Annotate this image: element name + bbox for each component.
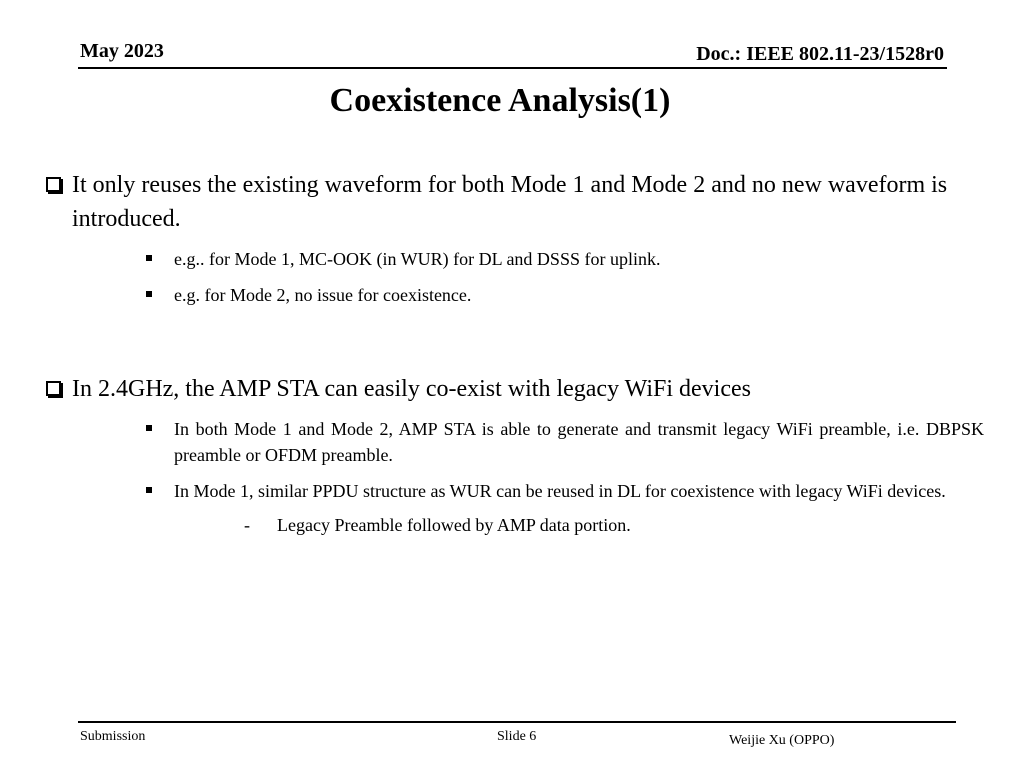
footer-slide-number: Slide 6: [497, 729, 537, 744]
slide-title: Coexistence Analysis(1): [329, 82, 671, 119]
sub-sub-bullet-2-2-1-text: Legacy Preamble followed by AMP data portion.: [277, 515, 631, 535]
sub-bullet-1-2: [44, 282, 984, 308]
checkbox-bullet-icon: [46, 381, 61, 396]
slide-content: [44, 168, 984, 538]
bullet-2-text: In 2.4GHz, the AMP STA can easily co-exist with legacy WiFi devices: [72, 376, 751, 402]
header-divider: [78, 67, 947, 69]
bullet-1-text: It only reuses the existing waveform for both Mode 1 and Mode 2 and no new waveform is introduced.: [72, 172, 948, 232]
footer-submission: Submission: [80, 729, 146, 744]
header-doc-id: Doc.: IEEE 802.11-23/1528r0: [696, 43, 944, 65]
header-date: May 2023: [80, 40, 164, 62]
bullet-2-sublist: [44, 416, 984, 538]
square-bullet-icon: [146, 425, 152, 431]
sub-bullet-2-2: [44, 478, 984, 504]
bullet-1-sublist: [44, 246, 984, 308]
square-bullet-icon: [146, 291, 152, 297]
sub-bullet-1-2-text: e.g. for Mode 2, no issue for coexistence.: [174, 285, 472, 305]
sub-bullet-1-1: [44, 246, 984, 272]
sub-bullet-2-2-text: In Mode 1, similar PPDU structure as WUR can be reused in DL for coexistence with legacy WiFi devices.: [174, 481, 946, 501]
dash-bullet-icon: -: [244, 515, 250, 535]
bullet-2: [44, 372, 984, 406]
footer-divider: [78, 721, 956, 723]
footer-author: Weijie Xu (OPPO): [729, 733, 835, 748]
sub-bullet-2-1: [44, 416, 984, 468]
square-bullet-icon: [146, 255, 152, 261]
spacer: [44, 308, 984, 372]
square-bullet-icon: [146, 487, 152, 493]
sub-sub-bullet-2-2-1: [44, 512, 984, 538]
sub-bullet-2-1-text: In both Mode 1 and Mode 2, AMP STA is able to generate and transmit legacy WiFi preamble, i.e. DBPSK preamble or OFDM preamble.: [174, 419, 984, 465]
sub-bullet-1-1-text: e.g.. for Mode 1, MC-OOK (in WUR) for DL and DSSS for uplink.: [174, 249, 661, 269]
checkbox-bullet-icon: [46, 177, 61, 192]
bullet-1: [44, 168, 984, 236]
